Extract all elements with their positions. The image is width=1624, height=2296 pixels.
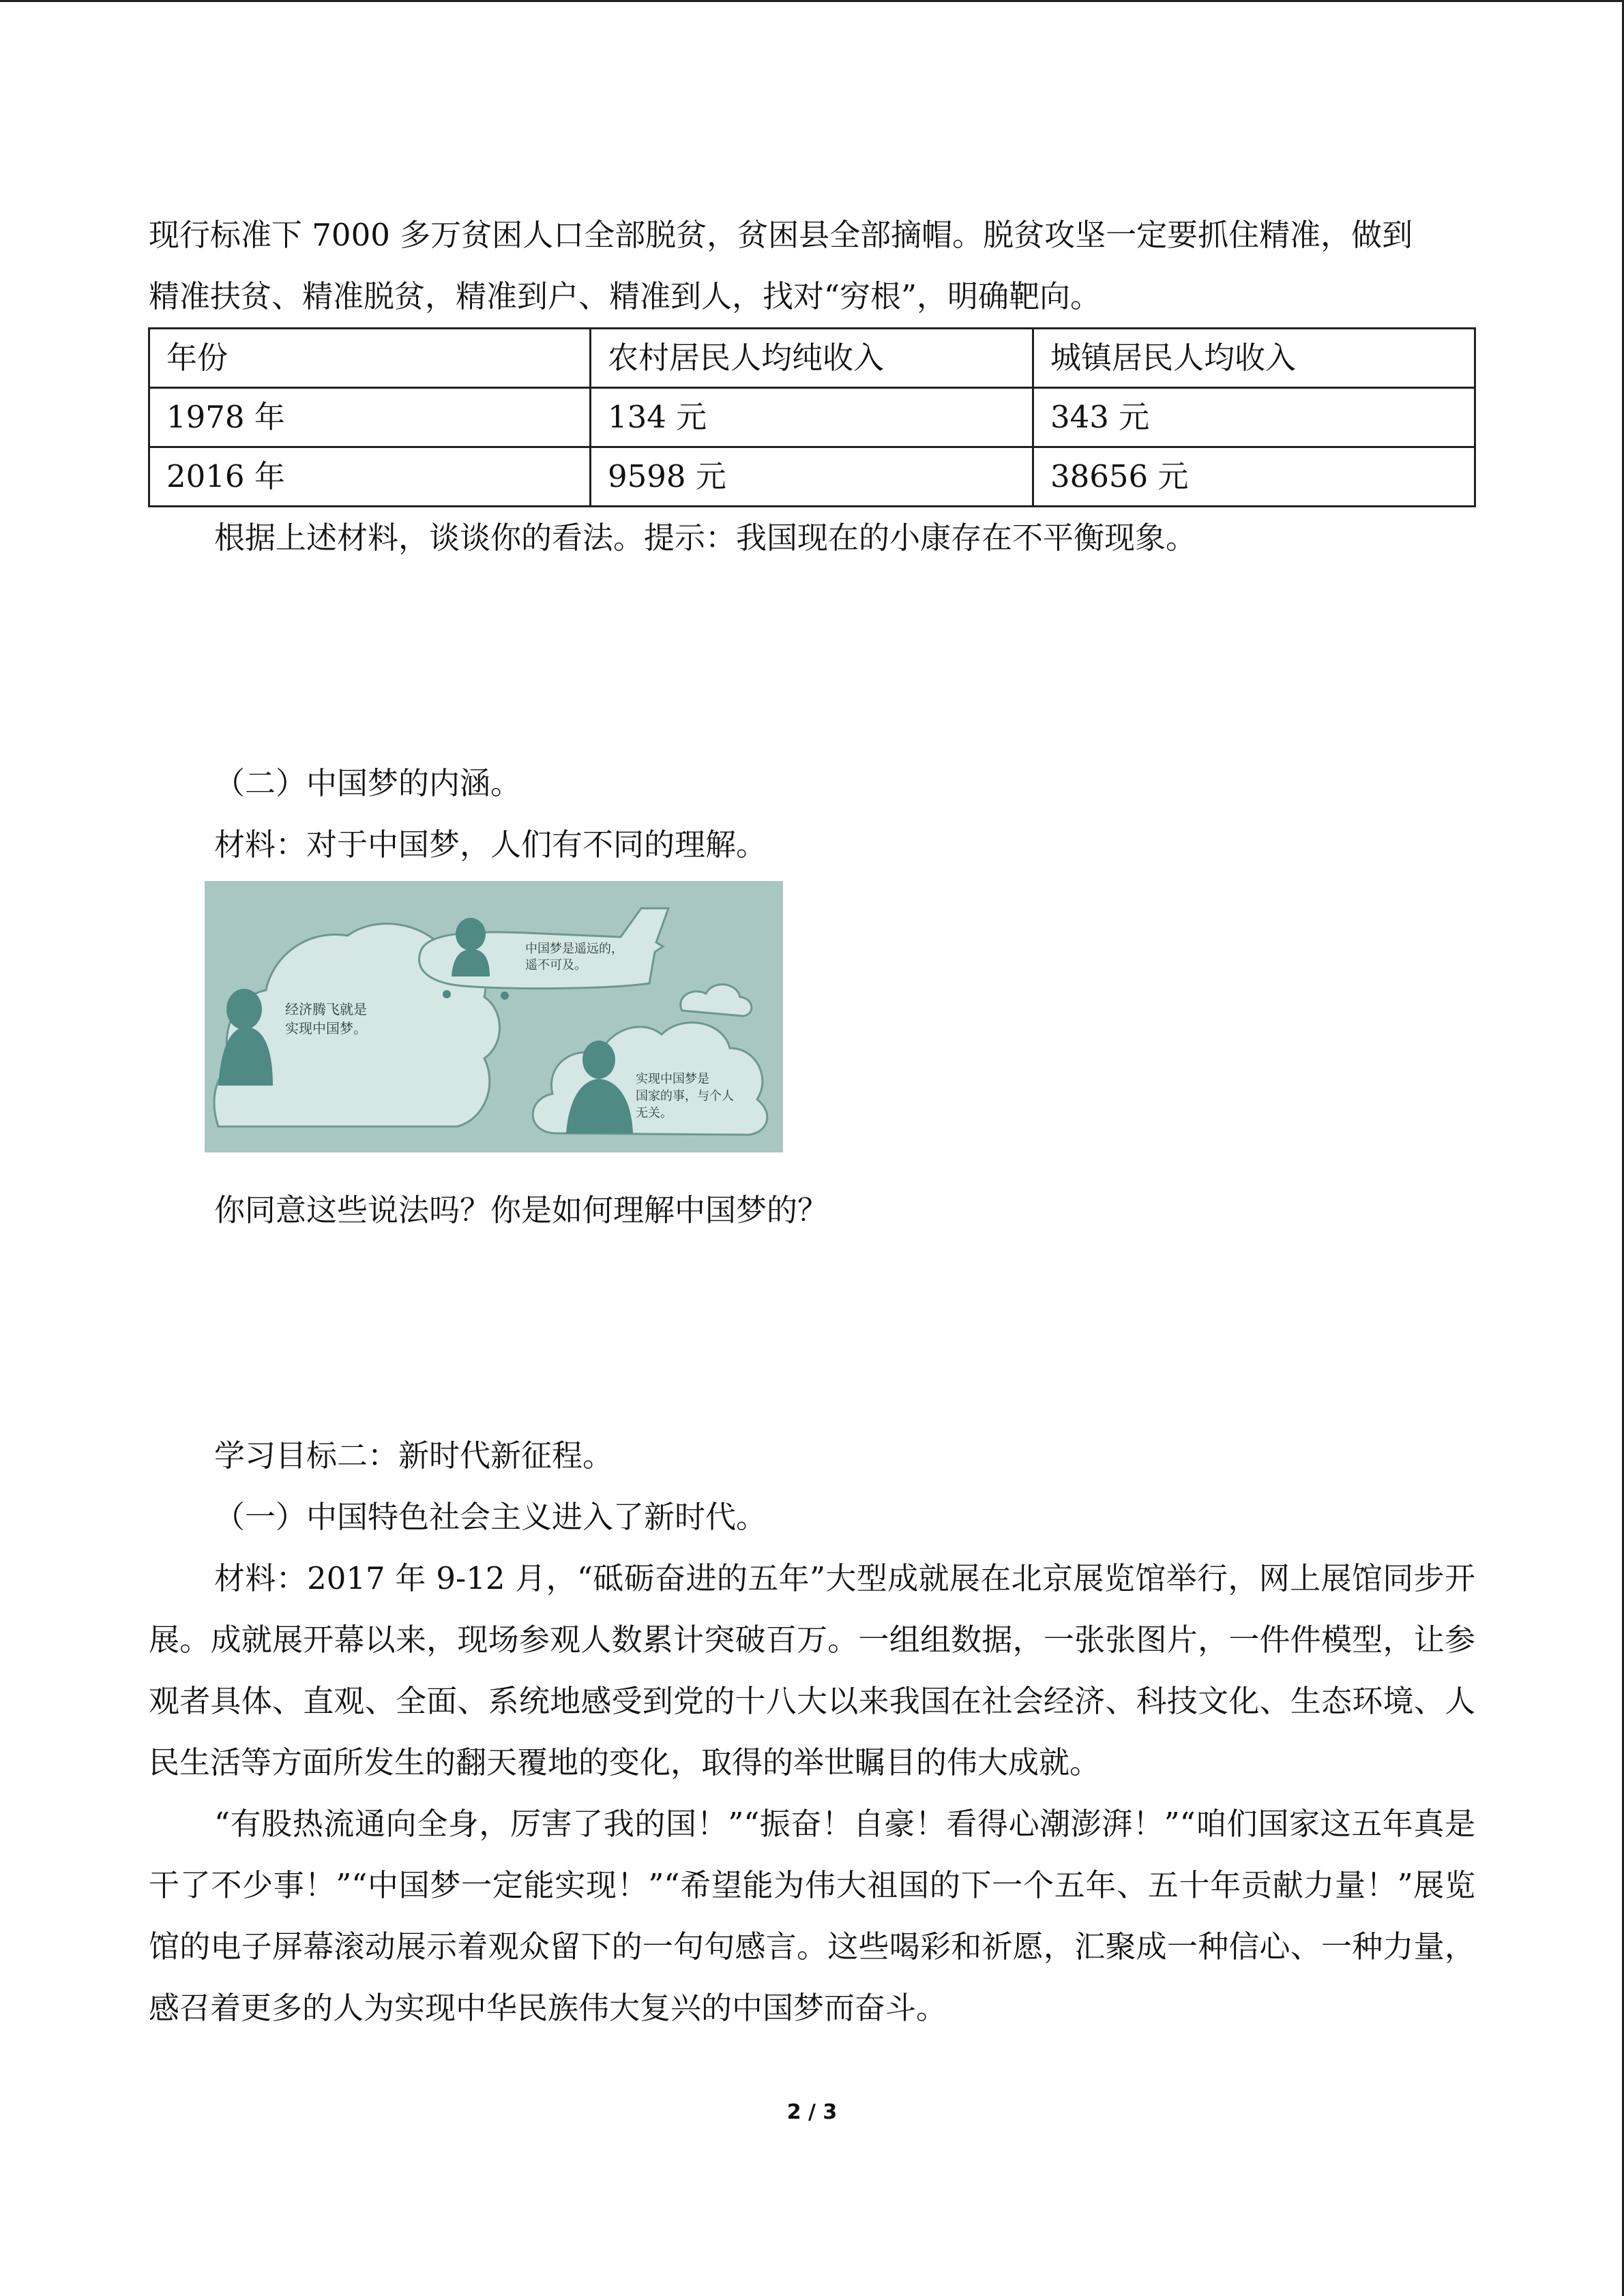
intro-line-1: 现行标准下 7000 多万贫困人口全部脱贫，贫困县全部摘帽。脱贫攻坚一定要抓住精准，做到 [149,217,1413,253]
question-1: 根据上述材料，谈谈你的看法。提示：我国现在的小康存在不平衡现象。 [214,520,1197,556]
question-dream: 你同意这些说法吗？你是如何理解中国梦的？ [214,1192,829,1228]
income-table [148,327,1476,507]
bubble-left-text [285,1000,367,1038]
table-cell: 2016 年 [149,447,591,507]
bubble-plane-line: 中国梦是遥远的， [525,942,623,956]
document-body [149,205,1475,2039]
bubble-right-line: 国家的事，与个人 [636,1089,734,1103]
table-header-cell: 农村居民人均纯收入 [590,329,1033,388]
bubble-left-line: 实现中国梦。 [285,1020,367,1037]
bubble-plane-text [525,941,623,974]
bubble-right-line: 实现中国梦是 [636,1072,709,1086]
bubble-right-line: 无关。 [636,1106,673,1120]
table-cell: 1978 年 [149,388,591,447]
material-dream: 材料：对于中国梦，人们有不同的理解。 [214,826,767,863]
table-cell: 9598 元 [590,447,1033,507]
page-number: 2 / 3 [786,2100,838,2124]
bubble-left-line: 经济腾飞就是 [285,1001,367,1017]
table-row [149,388,1475,447]
table-cell: 38656 元 [1033,447,1475,507]
bubble-plane-line: 遥不可及。 [525,958,587,972]
answer-space [149,569,1475,753]
table-header-cell: 城镇居民人均收入 [1033,329,1475,388]
intro-line-2: 精准扶贫、精准脱贫，精准到户、精准到人，找对“穷根”，明确靶向。 [149,278,1102,314]
table-header-cell: 年份 [149,329,591,388]
page-border-top [0,0,1624,2]
bubble-right-text [636,1071,734,1122]
goal2-paragraph-2: “有股热流通向全身，厉害了我的国！”“振奋！自豪！看得心潮澎湃！”“咱们国家这五年真是干了不少事！”“中国梦一定能实现！”“希望能为伟大祖国的下一个五年、五十年贡献力量！”展览馆的电子屏幕滚动展示着观众留下的一句句感言。这些喝彩和祈愿，汇聚成一种信心、一种力量，感召着更多的人为实现中华民族伟大复兴的中国梦而奋斗。 [149,1806,1475,2026]
table-cell: 134 元 [590,388,1033,447]
cloud-small [681,985,752,1016]
section-heading-dream: （二）中国梦的内涵。 [214,765,522,801]
goal2-heading: 学习目标二：新时代新征程。 [214,1437,614,1474]
goal2-subheading: （一）中国特色社会主义进入了新时代。 [214,1499,767,1535]
dream-illustration [205,881,783,1152]
goal2-paragraph-1: 材料：2017 年 9-12 月，“砥砺奋进的五年”大型成就展在北京展览馆举行，网上展馆同步开展。成就展开幕以来，现场参观人数累计突破百万。一组组数据，一张张图片，一件件模型，让参观者具体、直观、全面、系统地感受到党的十八大以来我国在社会经济、科技文化、生态环境、人民生活等方面所发生的翻天覆地的变化，取得的举世瞩目的伟大成就。 [149,1560,1475,1780]
table-cell: 343 元 [1033,388,1475,447]
table-row [149,447,1475,507]
answer-space [149,1241,1475,1425]
table-header-row [149,329,1475,388]
